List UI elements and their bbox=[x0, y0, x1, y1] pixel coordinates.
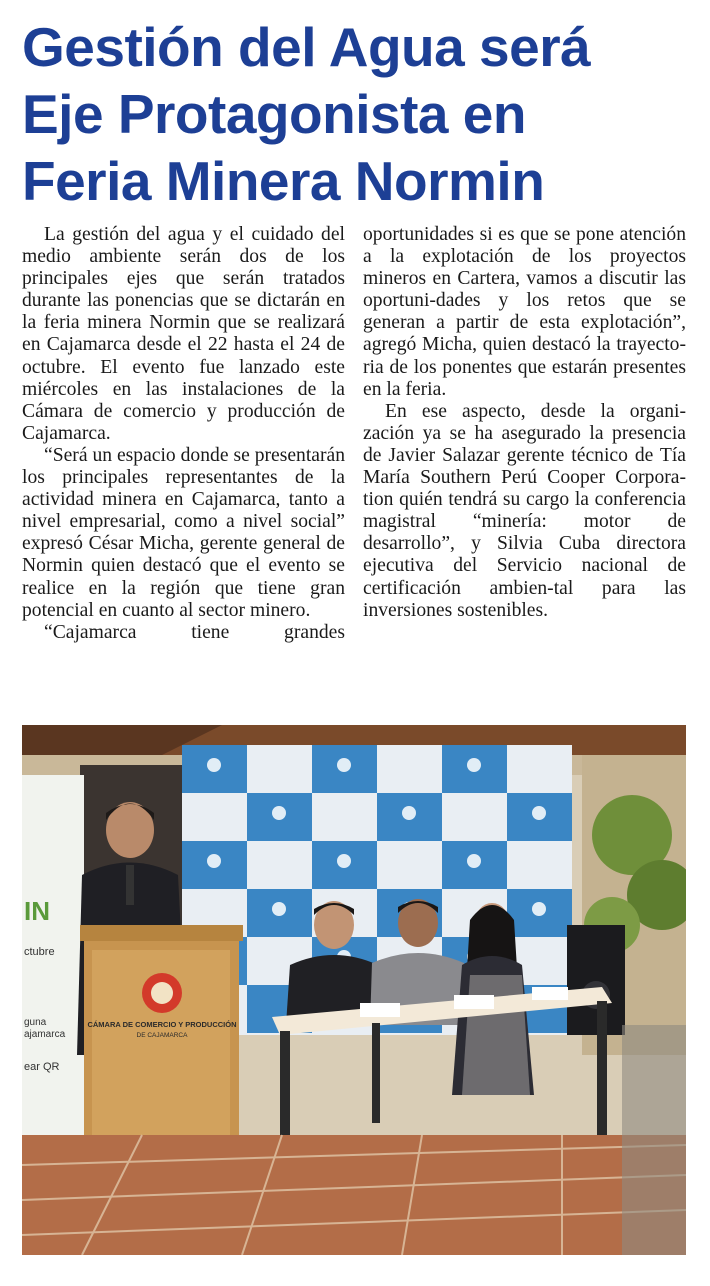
paragraph: La gestión del agua y el cuidado del medio ambiente serán dos de los principales ejes que serán tratados durante las ponencias que se dictarán en la feria minera Normin que se realizará en Cajamarca desde el 22 hasta el 24 de octubre. El evento fue lanzado este miércoles en las instalaciones de la Cámara de comercio y producción de Cajamarca. bbox=[22, 224, 345, 444]
headline bbox=[22, 14, 692, 215]
headline-line-1: Gestión del Agua será bbox=[22, 16, 591, 78]
paragraph: oportunidades si es que se pone atención a la explotación de los proyectos mineros en Cartera, vamos a discutir las oportuni-dades y los retos que se generan a partir de esta explotación”, agregó Micha, quien destacó la trayecto-ria de los ponentes que estarán presentes en la feria. bbox=[363, 224, 686, 400]
banner-text: ctubre bbox=[24, 946, 55, 958]
banner-text: IN bbox=[24, 896, 50, 926]
podium-subtext: DE CAJAMARCA bbox=[136, 1032, 188, 1039]
article-column-1 bbox=[22, 224, 345, 644]
press-conference-photo bbox=[22, 725, 686, 1255]
headline-line-2: Eje Protagonista en bbox=[22, 83, 526, 145]
paragraph: “Cajamarca tiene grandes bbox=[44, 621, 345, 643]
headline-line-3: Feria Minera Normin bbox=[22, 150, 545, 212]
banner-text: ajamarca bbox=[24, 1029, 66, 1040]
banner-text: guna bbox=[24, 1017, 47, 1028]
floor bbox=[22, 1135, 686, 1255]
paragraph: “Será un espacio donde se presentarán los principales representantes de la actividad minera en Cajamarca, tanto a nivel empresarial, como a nivel social” expresó César Micha, gerente general de Normin quien destacó que el evento se realice en la región que tiene gran potencial en cuanto al sector minero. bbox=[22, 444, 345, 621]
paragraph: En ese aspecto, desde la organi-zación ya se ha asegurado la presencia de Javier Salazar gerente técnico de Tía María Southern Perú Cooper Corpora-tion quién tendrá su cargo la conferencia magistral “minería: motor de desarrollo”, y Silvia Cuba directora ejecutiva del Servicio nacional de certificación ambien-tal para las inversiones sostenibles. bbox=[363, 400, 686, 621]
podium-text: CÁMARA DE COMERCIO Y PRODUCCIÓN bbox=[87, 1020, 237, 1029]
banner-text: ear QR bbox=[24, 1061, 60, 1073]
article-column-2 bbox=[363, 224, 686, 622]
